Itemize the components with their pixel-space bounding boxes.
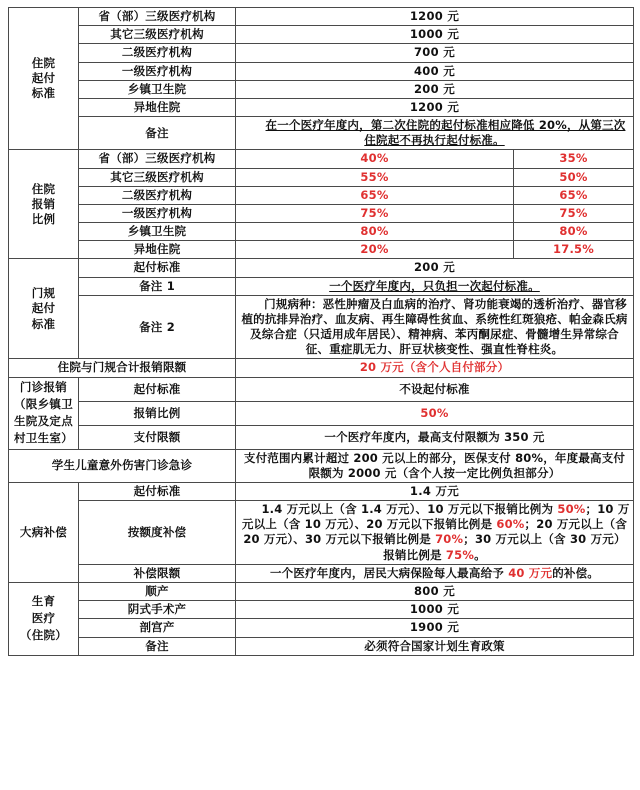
item-value: 不设起付标准 [236,377,634,401]
table-row [9,204,634,222]
highlighted-value: 40 万元 [508,565,553,580]
item-value: 1200 元 [236,8,634,26]
highlighted-value: 60% [496,517,525,532]
table-row [9,425,634,449]
item-value-child: 75% [514,204,634,222]
table-row [9,80,634,98]
section-label-text: 门规 起付 标准 [31,286,56,331]
item-label: 阴式手术产 [79,601,236,619]
item-value: 200 元 [236,80,634,98]
critical-illness-cap: 一个医疗年度内，居民大病保险每人最高给予 40 万元的补偿。 [236,564,634,582]
critical-illness-threshold: 1.4 万元 [236,482,634,500]
item-value-adult: 80% [236,223,514,241]
table-row [9,449,634,482]
section-label-inpatient-ratio [9,150,79,259]
item-label: 起付标准 [79,377,236,401]
section-label-inpatient-deductible [9,8,79,150]
item-value: 1200 元 [236,98,634,116]
combined-limit-label: 住院与门规合计报销限额 [9,359,236,377]
table-row [9,482,634,500]
item-label: 一级医疗机构 [79,62,236,80]
section-label-text: 住院 起付 标准 [31,55,56,101]
item-label: 按额度补偿 [79,501,236,565]
critical-illness-tiers: 1.4 万元以上（含 1.4 万元）、10 万元以下报销比例为 50%；10 万元以上（含 10 万元）、20 万元以下报销比例是 60%；20 万元以上（含 20 万元）、30 万元以下报销比例是 70%；30 万元以上（含 30 万元）报销比例是 75%。 [236,501,634,565]
student-accident-label: 学生儿童意外伤害门诊急诊 [9,449,236,482]
item-label-note1: 备注 1 [79,277,236,295]
item-label: 支付限额 [79,425,236,449]
table-row [9,117,634,150]
table-row [9,564,634,582]
section-label-outpatient-special [9,259,79,359]
section-label-maternity [9,582,79,655]
item-label: 省（部）三级医疗机构 [79,150,236,168]
item-value-child: 50% [514,168,634,186]
section-label-text: 大病补偿 [19,524,68,539]
highlighted-value: 50% [557,502,586,517]
table-row [9,582,634,600]
table-row [9,241,634,259]
outpatient-special-note2 [236,295,634,359]
highlighted-value: 70% [435,532,464,547]
section-label-text: 住院 报销 比例 [31,181,56,226]
section-label-critical-illness [9,482,79,582]
item-value: 50% [236,401,634,425]
item-value: 一个医疗年度内，最高支付限额为 350 元 [236,425,634,449]
table-row [9,168,634,186]
item-value-child: 35% [514,150,634,168]
item-label: 报销比例 [79,401,236,425]
combined-limit-value: 20 万元（含个人自付部分） [236,359,634,377]
table-row [9,186,634,204]
item-label: 二级医疗机构 [79,186,236,204]
item-label: 一级医疗机构 [79,204,236,222]
item-value: 必须符合国家计划生育政策 [236,637,634,655]
item-value-child: 17.5% [514,241,634,259]
table-row [9,150,634,168]
table-row [9,277,634,295]
section-label-text: 门诊报销 （限乡镇卫 生院及定点 村卫生室） [14,379,73,446]
insurance-benefits-table [8,7,634,656]
item-label: 补偿限额 [79,564,236,582]
item-value: 1000 元 [236,26,634,44]
item-label: 备注 [79,637,236,655]
item-label: 其它三级医疗机构 [79,168,236,186]
item-value-adult: 40% [236,150,514,168]
item-label: 剖宫产 [79,619,236,637]
item-label-note2: 备注 2 [79,295,236,359]
item-label: 异地住院 [79,241,236,259]
table-row [9,401,634,425]
item-value: 200 元 [236,259,634,277]
table-row [9,62,634,80]
item-label: 起付标准 [79,259,236,277]
note-text: 一个医疗年度内，只负担一次起付标准。 [329,278,540,293]
table-row [9,637,634,655]
item-label: 省（部）三级医疗机构 [79,8,236,26]
item-label: 二级医疗机构 [79,44,236,62]
table-row [9,26,634,44]
table-row [9,223,634,241]
item-label: 异地住院 [79,98,236,116]
highlighted-value: 75% [445,547,475,562]
item-value: 400 元 [236,62,634,80]
table-row [9,259,634,277]
item-value-adult: 55% [236,168,514,186]
table-row [9,501,634,565]
table-row [9,601,634,619]
item-value: 1900 元 [236,619,634,637]
table-row [9,619,634,637]
item-value: 700 元 [236,44,634,62]
item-value-adult: 20% [236,241,514,259]
item-value-adult: 65% [236,186,514,204]
item-label: 乡镇卫生院 [79,80,236,98]
item-value-child: 80% [514,223,634,241]
item-label: 乡镇卫生院 [79,223,236,241]
section-label-outpatient-reimbursement [9,377,79,449]
item-value: 800 元 [236,582,634,600]
note-text: 在一个医疗年度内，第二次住院的起付标准相应降低 20%，从第三次住院起不再执行起付标准。 [265,118,626,148]
item-label: 其它三级医疗机构 [79,26,236,44]
outpatient-special-note1 [236,277,634,295]
item-label: 起付标准 [79,482,236,500]
note-text: 支付范围内累计超过 200 元以上的部分，医保支付 80%，年度最高支付限额为 2000 元（含个人按一定比例负担部分） [243,450,626,480]
table-row [9,44,634,62]
student-accident-value [236,449,634,482]
table-row [9,98,634,116]
section-label-text: 生育 医疗 （住院） [19,593,68,643]
table-row [9,295,634,359]
item-label: 顺产 [79,582,236,600]
inpatient-deductible-note [236,117,634,150]
item-label-note: 备注 [79,117,236,150]
note-text: 门规病种：恶性肿瘤及白血病的治疗、肾功能衰竭的透析治疗、器官移植的抗排异治疗、血友病、再生障碍性贫血、系统性红斑狼疮、帕金森氏病及综合症（只适用成年居民）、精神病、苯丙酮尿症、骨髓增生异常综合征、重症肌无力、肝豆状核变性、强直性脊柱炎。 [241,296,628,357]
table-row [9,377,634,401]
table-row [9,8,634,26]
item-value: 1000 元 [236,601,634,619]
item-value-adult: 75% [236,204,514,222]
table-row [9,359,634,377]
item-value-child: 65% [514,186,634,204]
